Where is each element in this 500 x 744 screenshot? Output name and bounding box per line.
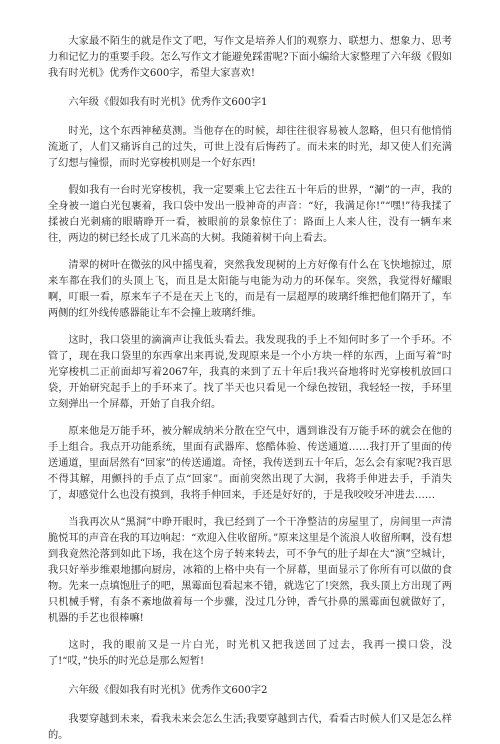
essay-1-paragraph-1: 时光，这个东西神秘莫测。当他存在的时候，却往往很容易被人忽略，但只有他悄悄流逝了，人们又痛诉自己的过失，可世上没有后悔药了。而未来的时光，却又使人们充满了幻想与憧憬，而时光穿梭机则是一个好东西! — [48, 126, 452, 169]
essay-1-paragraph-4: 这时，我口袋里的滴滴声让我低头看去。我发现我的手上不知何时多了一个手环。不管了，现在我口袋里的东西拿出来再说,发现原来是一个小方块一样的东西，上面写着“时光穿梭机二正前面却写着2067年，我真的来到了五十年后!我兴奋地将时光穿梭机放回口袋，开始研究起手上的手环来了。找了半天也只看见一个绿色按钮，我轻轻一按，手环里立刻弹出一个屏幕，开始了自我介绍。 — [48, 335, 452, 410]
essay-1-title: 六年级《假如我有时光机》优秀作文600字1 — [68, 97, 268, 108]
essay-2-title: 六年级《假如我有时光机》优秀作文600字2 — [68, 685, 268, 696]
essay-1-paragraph-7: 这时，我的眼前又是一片白光，时光机又把我送回了过去，我再一摸口袋，没了!“哎，”快乐的时光总是那么短暂! — [48, 640, 452, 667]
intro-paragraph: 大家最不陌生的就是作文了吧，写作文是培养人们的观察力、联想力、想象力、思考力和记忆力的重要手段。怎么写作文才能避免踩雷呢?下面小编给大家整理了六年级《假如我有时光机》优秀作文600字，希望大家喜欢! — [48, 36, 452, 79]
essay-2-paragraph-1: 我要穿越到未来，看我未来会怎么生活;我要穿越到古代，看看古时候人们又是怎么样的。 — [48, 714, 452, 741]
essay-1-paragraph-6: 当我再次从“黑洞”中睁开眼时，我已经到了一个干净整洁的房屋里了，房间里一声清脆悦耳的声音在我的耳边响起：“欢迎入住收留所。”原来这里是个流浪人收留所啊，没有想到我竟然沦落到如此下场，我在这个房子转来转去，可不争气的肚子却在大“演”空城计，我只好举步维艰地挪向厨房，冰箱的上格中央有一个屏幕，里面显示了你所有可以做的食物。先来一点填饱肚子的吧，黑霉面包看起来不错，就选它了!突然，我头顶上方出现了两只机械手臂，有条不紊地做着每一个步骤，没过几分钟，香气扑鼻的黑霉面包就做好了，机器的手艺也很棒嘛! — [48, 517, 452, 624]
essay-1-paragraph-3: 清翠的树叶在微弦的风中摇曳着，突然我发现树的上方好像有什么在飞快地掠过，原来车都在我们的头顶上飞，而且是太阳能与电能为动力的环保车。突然，我觉得好耀眼啊，叮眼一看，原来车子不是在天上飞的，而是有一层超厚的玻璃纤维把他们隔开了，车两侧的红外线传感器能让车不会撞上玻璃纤维。 — [48, 260, 452, 319]
essay-1-paragraph-2: 假如我有一台时光穿梭机，我一定要乘上它去往五十年后的世界，“涮”的一声，我的全身被一道白光包裹着，我口袋中发出一股神奇的声音：“好，我满足你!”“嘿!”待我揉了揉被白光刺痛的眼睛睁开一看，被眼前的景象惊住了：路面上人来人往，没有一辆车来往，两边的树已经长成了几米高的大树。我随着树干向上看去。 — [48, 185, 452, 244]
essay-1-paragraph-5: 原来他是万能手环，被分解成纳米分散在空气中，遇到谁没有万能手环的就会在他的手上组合。我点开功能系统，里面有武器库、悠酷体验、传送通道……我打开了里面的传送通道，里面居然有“回家”的传送通道。奇怪，我传送到五十年后，怎么会有家呢?我百思不得其解，用颤抖的手点了点“回家”。面前突然出现了大洞，我将手伸进去手，手消失了，却感觉什么也没有摸到，我将手伸回来，手还是好好的，于是我咬咬牙冲进去…… — [48, 426, 452, 501]
